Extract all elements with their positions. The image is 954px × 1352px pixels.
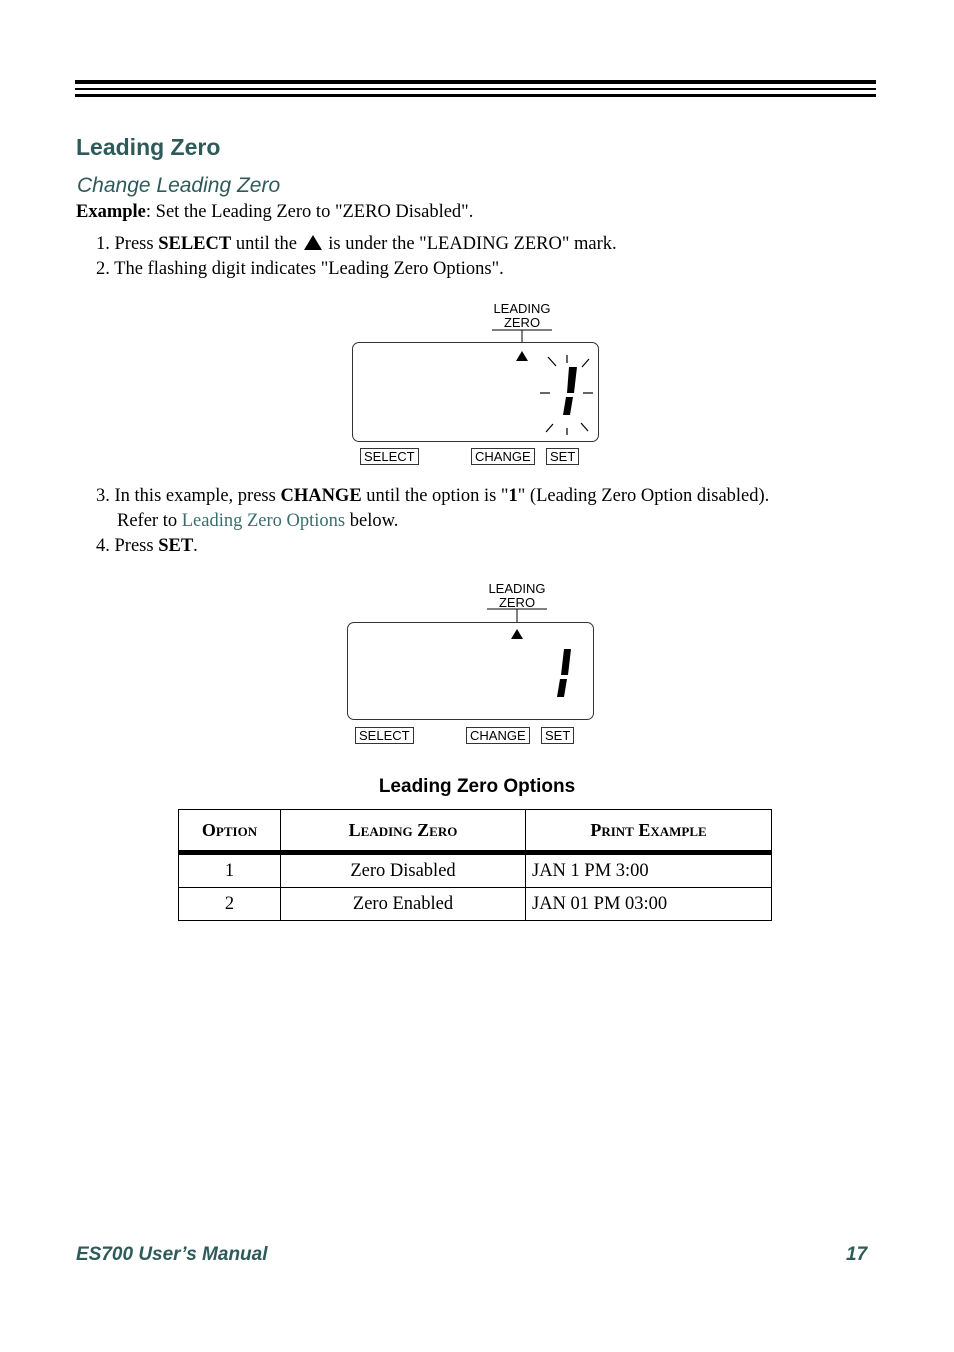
leading-zero-options-link[interactable]: Leading Zero Options — [181, 511, 346, 531]
step-4 — [96, 536, 198, 557]
step-key: CHANGE — [280, 486, 362, 506]
example-text: : Set the Leading Zero to "ZERO Disabled". — [145, 202, 474, 222]
flashing-digit — [563, 367, 577, 415]
change-button[interactable]: CHANGE — [466, 727, 530, 744]
step-text: until the — [231, 234, 302, 254]
zero-label: ZERO — [503, 315, 541, 330]
set-button[interactable]: SET — [546, 448, 579, 465]
leading-label: LEADING — [493, 301, 551, 316]
step-text: The flashing digit indicates "Leading Zero Options". — [114, 259, 504, 279]
example-label: Example — [76, 202, 146, 222]
print-example-cell: JAN 01 PM 03:00 — [526, 888, 772, 921]
step-number: 4. — [96, 536, 110, 556]
table-caption: Leading Zero Options — [378, 776, 576, 797]
step-text: is under the "LEADING ZERO" mark. — [323, 234, 617, 254]
leading-label: LEADING — [488, 581, 546, 596]
step-number: 1. — [96, 234, 110, 254]
step-3-continuation — [117, 511, 398, 532]
header-rule-1 — [75, 80, 876, 84]
set-button[interactable]: SET — [541, 727, 574, 744]
step-3 — [96, 486, 769, 507]
column-header-option: Option — [179, 810, 281, 853]
column-header-print-example: Print Example — [526, 810, 772, 853]
header-rule-3 — [75, 94, 876, 97]
table-row — [179, 888, 772, 921]
step-text: " (Leading Zero Option disabled). — [517, 486, 770, 506]
leading-zero-cell: Zero Enabled — [281, 888, 526, 921]
step-text: Refer to — [117, 511, 182, 531]
step-2 — [96, 259, 504, 280]
step-text: until the option is " — [361, 486, 509, 506]
select-button[interactable]: SELECT — [360, 448, 419, 465]
step-key: SELECT — [158, 234, 232, 254]
step-number: 2. — [96, 259, 110, 279]
select-button[interactable]: SELECT — [355, 727, 414, 744]
triangle-indicator-icon — [516, 351, 528, 361]
leading-zero-cell: Zero Disabled — [281, 853, 526, 888]
leading-zero-options-table — [178, 809, 772, 921]
header-rule-2 — [75, 88, 876, 90]
lcd-content — [348, 623, 593, 719]
lcd-diagram-flashing — [350, 300, 610, 470]
subsection-title: Change Leading Zero — [77, 174, 281, 197]
lcd-screen — [347, 622, 594, 720]
column-header-leading-zero: Leading Zero — [281, 810, 526, 853]
flash-rays-icon — [540, 355, 593, 435]
step-text: Press — [114, 234, 159, 254]
option-cell: 1 — [179, 853, 281, 888]
step-1 — [96, 234, 617, 255]
section-title: Leading Zero — [76, 134, 221, 160]
step-text: below. — [345, 511, 399, 531]
lcd-content — [353, 343, 598, 441]
change-button[interactable]: CHANGE — [471, 448, 535, 465]
example-paragraph — [76, 202, 473, 223]
zero-label: ZERO — [498, 595, 536, 610]
lcd-diagram-set — [345, 580, 605, 750]
step-number: 3. — [96, 486, 110, 506]
table-header-row — [179, 810, 772, 853]
print-example-cell: JAN 1 PM 3:00 — [526, 853, 772, 888]
step-text: Press — [114, 536, 159, 556]
triangle-up-icon — [304, 235, 322, 250]
step-key: SET — [158, 536, 194, 556]
table-row — [179, 853, 772, 888]
lcd-digit — [557, 649, 571, 697]
footer-page-number: 17 — [846, 1244, 868, 1265]
lcd-screen — [352, 342, 599, 442]
step-text: . — [193, 536, 198, 556]
step-text: In this example, press — [114, 486, 281, 506]
footer-manual-title: ES700 User’s Manual — [76, 1244, 268, 1265]
step-value: 1 — [508, 486, 518, 506]
triangle-indicator-icon — [511, 629, 523, 639]
option-cell: 2 — [179, 888, 281, 921]
